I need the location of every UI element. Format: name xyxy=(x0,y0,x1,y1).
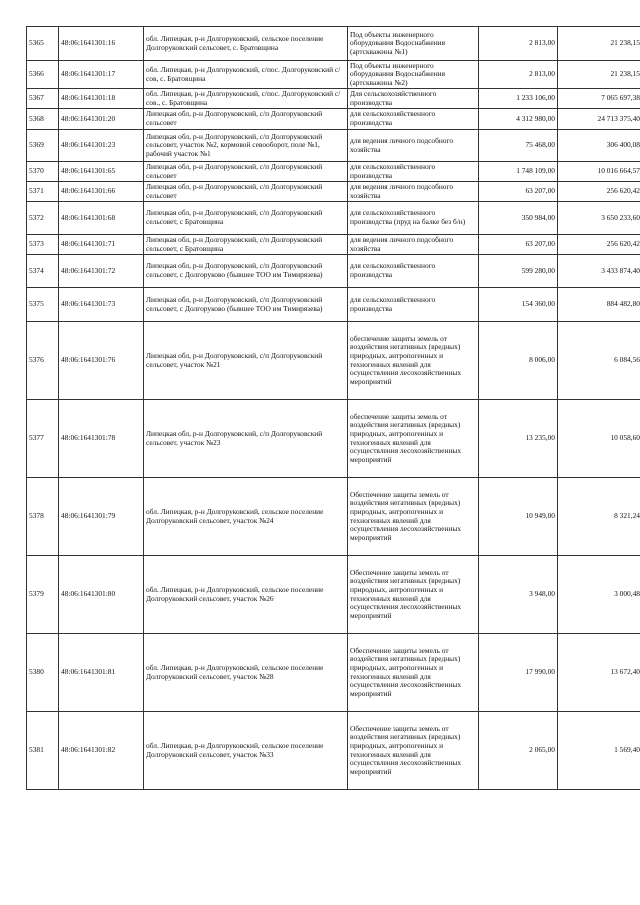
area-cell: 75 468,00 xyxy=(479,130,558,162)
area-cell: 4 312 980,00 xyxy=(479,109,558,130)
cadastral-number: 48:06:1641301:72 xyxy=(59,255,144,288)
row-number: 5374 xyxy=(27,255,59,288)
area-cell: 599 280,00 xyxy=(479,255,558,288)
permitted-use-cell: для сельскохозяйственного производства xyxy=(348,109,479,130)
address-cell: обл. Липецкая, р-н Долгоруковский, сельское поселение Долгоруковский сельсовет, участок №24 xyxy=(144,478,348,556)
permitted-use-cell: для сельскохозяйственного производства xyxy=(348,288,479,322)
address-cell: Липецкая обл, р-н Долгоруковский, с/п Долгоруковский сельсовет xyxy=(144,182,348,202)
cadastral-number: 48:06:1641301:18 xyxy=(59,89,144,109)
row-number: 5370 xyxy=(27,162,59,182)
row-number: 5379 xyxy=(27,556,59,634)
table-row xyxy=(27,255,640,288)
row-number: 5366 xyxy=(27,61,59,89)
row-number: 5369 xyxy=(27,130,59,162)
area-cell: 17 990,00 xyxy=(479,634,558,712)
cadastral-value-cell: 21 238,15 xyxy=(558,61,640,89)
address-cell: обл. Липецкая, р-н Долгоруковский, сельское поселение Долгоруковский сельсовет, участок №28 xyxy=(144,634,348,712)
cadastral-number: 48:06:1641301:79 xyxy=(59,478,144,556)
address-cell: Липецкая обл, р-н Долгоруковский, с/п Долгоруковский сельсовет xyxy=(144,109,348,130)
land-plot-register-table xyxy=(26,26,640,790)
table-row xyxy=(27,322,640,400)
area-cell: 10 949,00 xyxy=(479,478,558,556)
permitted-use-cell: для ведения личного подсобного хозяйства xyxy=(348,182,479,202)
table-row xyxy=(27,400,640,478)
table-row xyxy=(27,202,640,235)
address-cell: обл. Липецкая, р-н Долгоруковский, с/пос. Долгоруковский с/сов, с. Братовщина xyxy=(144,61,348,89)
address-cell: Липецкая обл, р-н Долгоруковский, с/п Долгоруковский сельсовет, участок №2, кормовой севооборот, поле №1, рабочий участок №1 xyxy=(144,130,348,162)
permitted-use-cell: Под объекты инженерного оборудования Водоснабжения (артскважина №2) xyxy=(348,61,479,89)
area-cell: 350 984,00 xyxy=(479,202,558,235)
permitted-use-cell: для сельскохозяйственного производства xyxy=(348,255,479,288)
cadastral-number: 48:06:1641301:82 xyxy=(59,712,144,790)
row-number: 5373 xyxy=(27,235,59,255)
table-row xyxy=(27,634,640,712)
area-cell: 154 360,00 xyxy=(479,288,558,322)
cadastral-value-cell: 884 482,80 xyxy=(558,288,640,322)
permitted-use-cell: Обеспечение защиты земель от воздействия негативных (вредных) природных, антропогенных и техногенных явлений для осуществления лесохозяйственных мероприятий xyxy=(348,556,479,634)
permitted-use-cell: Для сельскохозяйственного производства xyxy=(348,89,479,109)
table-body xyxy=(27,27,640,790)
cadastral-number: 48:06:1641301:68 xyxy=(59,202,144,235)
address-cell: Липецкая обл, р-н Долгоруковский, с/п Долгоруковский сельсовет, с Братовщина xyxy=(144,235,348,255)
cadastral-value-cell: 256 620,42 xyxy=(558,235,640,255)
table-row xyxy=(27,712,640,790)
permitted-use-cell: Обеспечение защиты земель от воздействия негативных (вредных) природных, антропогенных и техногенных явлений для осуществления лесохозяйственных мероприятий xyxy=(348,712,479,790)
address-cell: Липецкая обл, р-н Долгоруковский, с/п Долгоруковский сельсовет, участок №23 xyxy=(144,400,348,478)
row-number: 5380 xyxy=(27,634,59,712)
address-cell: обл. Липецкая, р-н Долгоруковский, сельское поселение Долгоруковский сельсовет, с. Братовщина xyxy=(144,27,348,61)
row-number: 5376 xyxy=(27,322,59,400)
table-row xyxy=(27,288,640,322)
area-cell: 8 006,00 xyxy=(479,322,558,400)
area-cell: 2 813,00 xyxy=(479,61,558,89)
cadastral-number: 48:06:1641301:76 xyxy=(59,322,144,400)
cadastral-number: 48:06:1641301:80 xyxy=(59,556,144,634)
cadastral-number: 48:06:1641301:23 xyxy=(59,130,144,162)
permitted-use-cell: для ведения личного подсобного хозяйства xyxy=(348,235,479,255)
row-number: 5381 xyxy=(27,712,59,790)
area-cell: 63 207,00 xyxy=(479,182,558,202)
cadastral-number: 48:06:1641301:65 xyxy=(59,162,144,182)
address-cell: Липецкая обл, р-н Долгоруковский, с/п Долгоруковский сельсовет, с Долгоруково (бывшее ТОО им Тимирязева) xyxy=(144,255,348,288)
area-cell: 2 065,00 xyxy=(479,712,558,790)
area-cell: 1 233 106,00 xyxy=(479,89,558,109)
cadastral-value-cell: 1 569,40 xyxy=(558,712,640,790)
permitted-use-cell: обеспечение защиты земель от воздействия негативных (вредных) природных, антропогенных и техногенных явлений для осуществления лесохозяйственных мероприятий xyxy=(348,322,479,400)
cadastral-number: 48:06:1641301:20 xyxy=(59,109,144,130)
table-row xyxy=(27,182,640,202)
cadastral-value-cell: 8 321,24 xyxy=(558,478,640,556)
cadastral-value-cell: 24 713 375,40 xyxy=(558,109,640,130)
row-number: 5377 xyxy=(27,400,59,478)
table-row xyxy=(27,89,640,109)
area-cell: 3 948,00 xyxy=(479,556,558,634)
cadastral-number: 48:06:1641301:81 xyxy=(59,634,144,712)
cadastral-value-cell: 10 016 664,57 xyxy=(558,162,640,182)
permitted-use-cell: для сельскохозяйственного производства (пруд на балке без б/н) xyxy=(348,202,479,235)
address-cell: обл. Липецкая, р-н Долгоруковский, с/пос. Долгоруковский с/сов., с. Братовщина xyxy=(144,89,348,109)
cadastral-value-cell: 21 238,15 xyxy=(558,27,640,61)
row-number: 5368 xyxy=(27,109,59,130)
table-row xyxy=(27,27,640,61)
area-cell: 13 235,00 xyxy=(479,400,558,478)
cadastral-value-cell: 3 000,48 xyxy=(558,556,640,634)
cadastral-value-cell: 3 650 233,60 xyxy=(558,202,640,235)
cadastral-value-cell: 10 058,60 xyxy=(558,400,640,478)
cadastral-number: 48:06:1641301:66 xyxy=(59,182,144,202)
cadastral-number: 48:06:1641301:73 xyxy=(59,288,144,322)
cadastral-value-cell: 3 433 874,40 xyxy=(558,255,640,288)
address-cell: обл. Липецкая, р-н Долгоруковский, сельское поселение Долгоруковский сельсовет, участок №26 xyxy=(144,556,348,634)
permitted-use-cell: Обеспечение защиты земель от воздействия негативных (вредных) природных, антропогенных и техногенных явлений для осуществления лесохозяйственных мероприятий xyxy=(348,634,479,712)
area-cell: 63 207,00 xyxy=(479,235,558,255)
area-cell: 2 813,00 xyxy=(479,27,558,61)
cadastral-value-cell: 6 084,56 xyxy=(558,322,640,400)
table-row xyxy=(27,162,640,182)
row-number: 5367 xyxy=(27,89,59,109)
permitted-use-cell: для сельскохозяйственного производства xyxy=(348,162,479,182)
cadastral-number: 48:06:1641301:71 xyxy=(59,235,144,255)
cadastral-value-cell: 256 620,42 xyxy=(558,182,640,202)
cadastral-value-cell: 306 400,08 xyxy=(558,130,640,162)
table-row xyxy=(27,130,640,162)
table-row xyxy=(27,235,640,255)
permitted-use-cell: обеспечение защиты земель от воздействия негативных (вредных) природных, антропогенных и техногенных явлений для осуществления лесохозяйственных мероприятий xyxy=(348,400,479,478)
area-cell: 1 748 109,00 xyxy=(479,162,558,182)
table-row xyxy=(27,61,640,89)
permitted-use-cell: для ведения личного подсобного хозяйства xyxy=(348,130,479,162)
table-row xyxy=(27,556,640,634)
row-number: 5378 xyxy=(27,478,59,556)
permitted-use-cell: Обеспечение защиты земель от воздействия негативных (вредных) природных, антропогенных и техногенных явлений для осуществления лесохозяйственных мероприятий xyxy=(348,478,479,556)
row-number: 5372 xyxy=(27,202,59,235)
cadastral-value-cell: 7 065 697,38 xyxy=(558,89,640,109)
row-number: 5371 xyxy=(27,182,59,202)
row-number: 5375 xyxy=(27,288,59,322)
address-cell: Липецкая обл, р-н Долгоруковский, с/п Долгоруковский сельсовет xyxy=(144,162,348,182)
cadastral-number: 48:06:1641301:78 xyxy=(59,400,144,478)
cadastral-number: 48:06:1641301:16 xyxy=(59,27,144,61)
table-row xyxy=(27,109,640,130)
address-cell: Липецкая обл, р-н Долгоруковский, с/п Долгоруковский сельсовет, с Братовщина xyxy=(144,202,348,235)
address-cell: Липецкая обл, р-н Долгоруковский, с/п Долгоруковский сельсовет, участок №21 xyxy=(144,322,348,400)
row-number: 5365 xyxy=(27,27,59,61)
cadastral-number: 48:06:1641301:17 xyxy=(59,61,144,89)
cadastral-value-cell: 13 672,40 xyxy=(558,634,640,712)
address-cell: обл. Липецкая, р-н Долгоруковский, сельское поселение Долгоруковский сельсовет, участок №33 xyxy=(144,712,348,790)
permitted-use-cell: Под объекты инженерного оборудования Водоснабжения (артскважина №1) xyxy=(348,27,479,61)
address-cell: Липецкая обл, р-н Долгоруковский, с/п Долгоруковский сельсовет, с Долгоруково (бывшее ТОО им Тимирязева) xyxy=(144,288,348,322)
table-row xyxy=(27,478,640,556)
